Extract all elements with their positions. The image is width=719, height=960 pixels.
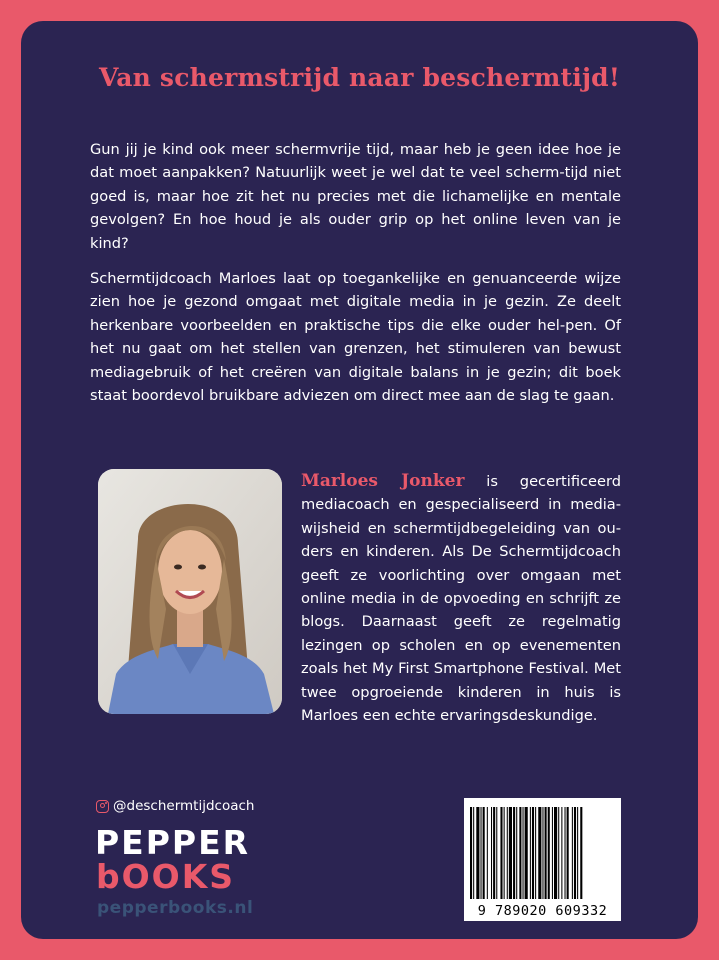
barcode-bar [496,807,497,899]
barcode-bar [580,807,582,899]
barcode-bar [577,807,578,899]
isbn-number: 9 789020 609332 [477,903,608,919]
barcode-bar [558,807,559,899]
publisher-logo-line2: bOOKS [96,857,236,896]
barcode-bar [513,807,515,899]
author-portrait-image [98,469,282,714]
barcode-bar [525,807,528,899]
barcode-bar [481,807,482,899]
barcode-bar [483,807,485,899]
barcode-bar [542,807,543,899]
author-name: Marloes Jonker [301,471,465,491]
barcode-bar [476,807,479,899]
barcode-bar [561,807,562,899]
instagram-icon [96,800,109,813]
blurb-paragraph-2: Schermtijdcoach Marloes laat op toegankelijke en genuanceerde wijze zien hoe je gezond omgaat met digitale media in je gezin. Ze deelt herkenbare voorbeelden en praktische tips die elke ouder hel-pen. Of het nu gaat om het stellen van grenzen, het stimuleren van bewust mediagebruik of het creëren van digitale balans in je gezin; dit boek staat boordevol bruikbare adviezen om direct mee aan de slag te gaan. [90,270,621,405]
barcode-bar [535,807,536,899]
barcode-bar [548,807,550,899]
author-bio [301,470,621,727]
barcode-bar [500,807,502,899]
barcode-bar [538,807,541,899]
back-cover-panel [21,21,698,939]
author-bio-text: is gecertificeerd mediacoach en gespecialiseerd in media-wijsheid en schermtijdbegeleiding van ou-ders en kinderen. Als De Schermtijdcoach geeft ze voorlichting over omgaan met online media in de opvoeding en schrijft ze blogs. Daarnaast geeft ze regelmatig lezingen op scholen en op evenementen zoals het My First Smartphone Festival. Met twee opgroeiende kinderen in huis is Marloes een echte ervaringsdeskundige. [301,473,622,725]
barcode-bar [493,807,495,899]
barcode-bar [487,807,488,899]
barcode-bar [554,807,557,899]
social-handle-text: @deschermtijdcoach [113,798,255,814]
barcode-bar [552,807,553,899]
barcode-bar [523,807,524,899]
barcode-bar [509,807,512,899]
barcode-bar [567,807,569,899]
barcode-bar [532,807,534,899]
barcode-bar [530,807,531,899]
barcode-bar [470,807,472,899]
barcode-bar [507,807,508,899]
barcode-bar [565,807,566,899]
barcode-bar [491,807,492,899]
publisher-logo-line1: PEPPER [95,823,251,862]
barcode-bar [519,807,521,899]
barcode-bar [574,807,576,899]
social-handle[interactable] [96,798,254,814]
publisher-url[interactable]: pepperbooks.nl [97,898,254,918]
blurb-paragraph-1: Gun jij je kind ook meer schermvrije tijd, maar heb je geen idee hoe je dat moet aanpakken? Natuurlijk weet je wel dat te veel scherm-tijd niet goed is, maar hoe zit het nu precies met die lichamelijke en mentale gevolgen? En hoe houd je als ouder grip op het online leven van je kind? [90,141,621,252]
barcode-bar [516,807,517,899]
isbn-barcode [464,798,621,921]
author-photo [98,469,282,714]
barcode-bar [572,807,573,899]
barcode-bar [545,807,547,899]
barcode-bars [470,807,615,899]
barcode-bar [473,807,474,899]
cover-title: Van schermstrijd naar beschermtijd! [98,63,621,92]
barcode-bar [504,807,505,899]
